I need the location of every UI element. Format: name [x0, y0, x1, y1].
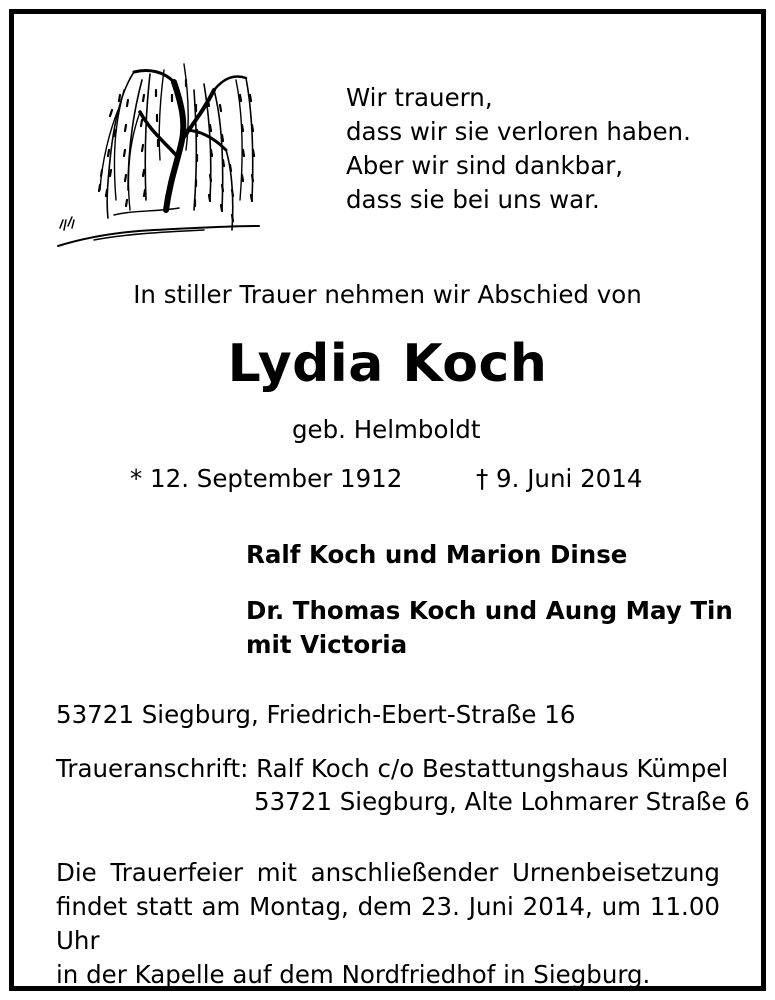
- poem-line: Wir trauern,: [346, 83, 493, 112]
- poem-line: dass sie bei uns war.: [346, 185, 600, 214]
- deceased-name: Lydia Koch: [227, 334, 548, 394]
- family-address: 53721 Siegburg, Friedrich-Ebert-Straße 16: [56, 700, 576, 729]
- death-date: † 9. Juni 2014: [476, 464, 643, 493]
- family-line: Ralf Koch und Marion Dinse: [246, 540, 628, 569]
- family-block: [246, 594, 733, 662]
- family-line: Dr. Thomas Koch und Aung May Tin: [246, 596, 733, 625]
- birth-name: geb. Helmboldt: [292, 415, 481, 444]
- mourning-address-line: Traueranschrift: Ralf Koch c/o Bestattungshaus Kümpel: [56, 754, 729, 783]
- birth-date: * 12. September 1912: [130, 464, 403, 493]
- mourning-address-line: 53721 Siegburg, Alte Lohmarer Straße 6: [254, 787, 750, 816]
- ceremony-line: Die Trauerfeier mit anschließender Urnenbeisetzung: [56, 858, 720, 887]
- ceremony-info: [56, 856, 720, 992]
- ceremony-line: findet statt am Montag, dem 23. Juni 2014, um 11.00 Uhr: [56, 892, 720, 955]
- ceremony-line: in der Kapelle auf dem Nordfriedhof in Siegburg.: [56, 960, 651, 989]
- poem: [346, 81, 691, 217]
- family-line: mit Victoria: [246, 630, 408, 659]
- poem-line: Aber wir sind dankbar,: [346, 151, 624, 180]
- mourning-address: [56, 752, 750, 818]
- intro-text: In stiller Trauer nehmen wir Abschied von: [133, 280, 642, 309]
- weeping-willow-icon: [54, 50, 264, 256]
- poem-line: dass wir sie verloren haben.: [346, 117, 691, 146]
